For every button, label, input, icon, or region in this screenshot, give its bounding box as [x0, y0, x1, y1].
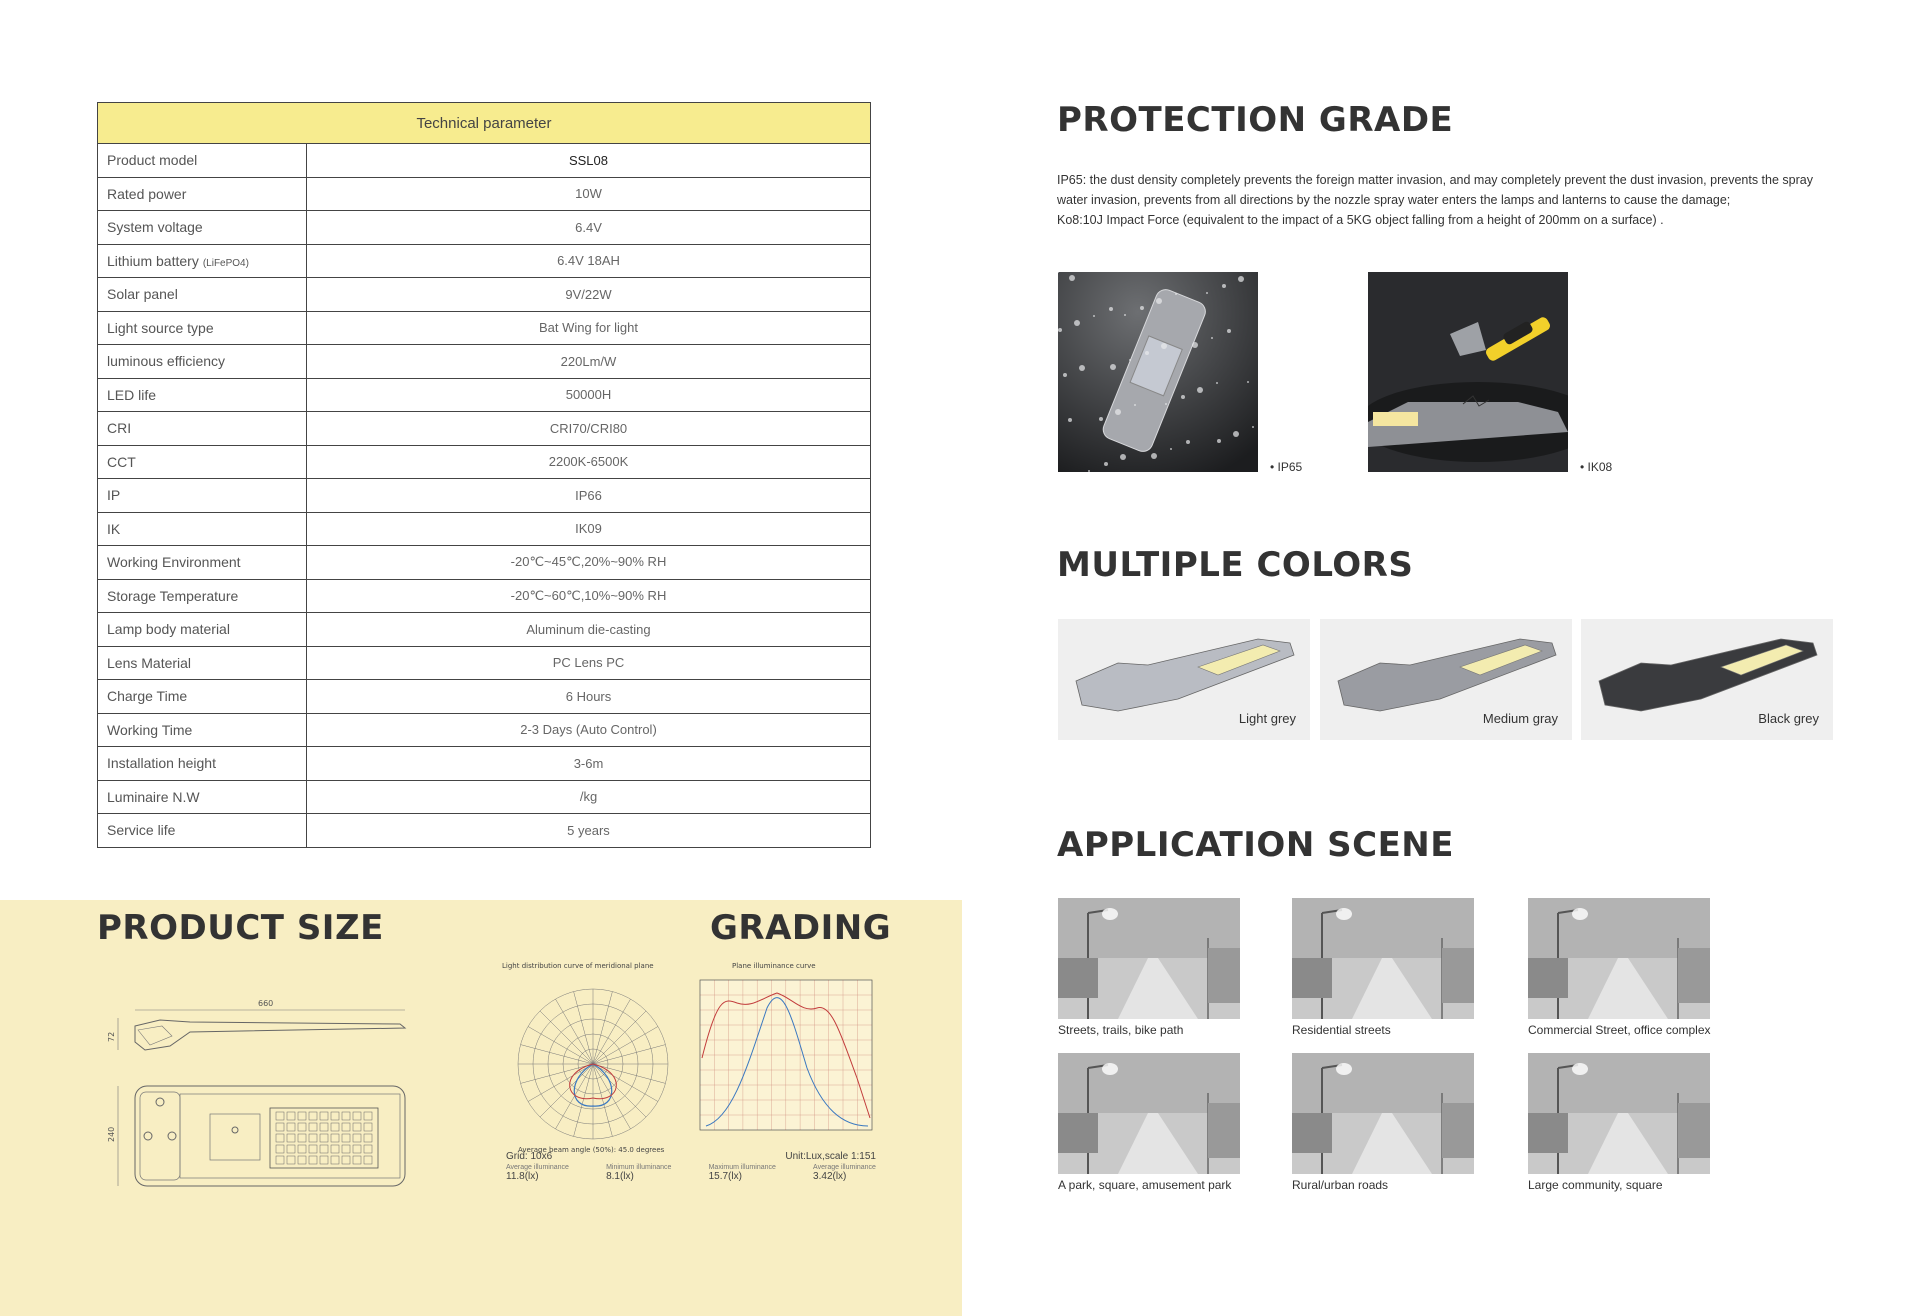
row-value: -20℃~60℃,10%~90% RH	[307, 579, 871, 613]
row-label-text: Working Environment	[107, 554, 241, 571]
row-label-text: Working Time	[107, 721, 193, 738]
beam-angle-note: Average beam angle (50%): 45.0 degrees	[518, 1146, 665, 1154]
scene-illustration	[1528, 898, 1710, 1019]
table-row	[98, 613, 871, 647]
grading-stat	[813, 1164, 876, 1182]
led-cell	[364, 1123, 372, 1131]
row-label	[98, 512, 307, 546]
led-cell	[309, 1123, 317, 1131]
polar-spoke	[540, 1011, 593, 1064]
row-label	[98, 814, 307, 848]
led-cell	[309, 1134, 317, 1142]
grading-stat-value: 8.1(lx)	[606, 1171, 634, 1182]
row-label	[98, 412, 307, 446]
table-row	[98, 479, 871, 513]
row-label-text: Solar panel	[107, 286, 178, 303]
row-label	[98, 747, 307, 781]
led-cell	[298, 1134, 306, 1142]
led-cell	[287, 1123, 295, 1131]
led-cell	[331, 1123, 339, 1131]
led-cell	[287, 1156, 295, 1164]
led-cell	[342, 1156, 350, 1164]
table-row	[98, 412, 871, 446]
table-row	[98, 311, 871, 345]
led-cell	[298, 1145, 306, 1153]
row-label	[98, 278, 307, 312]
scene-caption: Rural/urban roads	[1292, 1178, 1389, 1192]
water-drop	[1156, 298, 1162, 304]
color-option-label: Medium gray	[1482, 711, 1558, 726]
table-row	[98, 713, 871, 747]
water-drop	[1109, 307, 1113, 311]
light-distribution-polar-chart	[498, 958, 688, 1168]
polar-spoke	[528, 1027, 593, 1065]
led-cell	[309, 1156, 317, 1164]
water-drop	[1120, 454, 1126, 460]
grid-label: Grid: 10x6	[506, 1151, 553, 1162]
multiple-colors-heading: MULTIPLE COLORS	[1057, 545, 1414, 585]
row-value: 50000H	[307, 378, 871, 412]
water-drop	[1161, 343, 1167, 349]
water-drop	[1115, 409, 1121, 415]
height-dim-label: 72	[107, 1031, 116, 1042]
color-option-card	[1320, 619, 1572, 740]
led-cell	[276, 1145, 284, 1153]
ip65-photo	[1058, 272, 1258, 472]
water-drop	[1233, 431, 1239, 437]
row-value: /kg	[307, 780, 871, 814]
water-drop	[1151, 453, 1157, 459]
row-label-text: Service life	[107, 822, 176, 839]
grading-stat-value: 11.8(lx)	[506, 1171, 539, 1182]
led-cell	[331, 1134, 339, 1142]
led-cell	[276, 1112, 284, 1120]
row-value: Aluminum die-casting	[307, 613, 871, 647]
row-label	[98, 579, 307, 613]
led-cell	[342, 1112, 350, 1120]
row-label-text: CCT	[107, 453, 136, 470]
led-array	[276, 1112, 372, 1164]
water-drop	[1181, 395, 1185, 399]
row-label-text: Charge Time	[107, 688, 188, 705]
table-row	[98, 378, 871, 412]
led-cell	[353, 1145, 361, 1153]
row-value: 2200K-6500K	[307, 445, 871, 479]
polar-spoke	[593, 992, 612, 1064]
water-drop	[1206, 292, 1208, 294]
row-value: 3-6m	[307, 747, 871, 781]
table-row	[98, 780, 871, 814]
water-drop	[1170, 448, 1172, 450]
row-value: Bat Wing for light	[307, 311, 871, 345]
grading-stat-label: Maximum illuminance	[708, 1164, 776, 1171]
technical-parameter-table	[97, 102, 871, 848]
water-drop	[1186, 440, 1190, 444]
led-cell	[364, 1145, 372, 1153]
scene-caption: Streets, trails, bike path	[1058, 1023, 1184, 1037]
row-label	[98, 378, 307, 412]
row-label-note: (LiFePO4)	[202, 257, 249, 269]
water-drop	[1099, 417, 1103, 421]
water-drop	[1175, 293, 1177, 295]
water-drop	[1063, 373, 1067, 377]
water-drop	[1058, 328, 1062, 332]
led-cell	[298, 1156, 306, 1164]
row-label-text: Rated power	[107, 185, 187, 202]
led-cell	[331, 1156, 339, 1164]
grading-stat-label: Average illuminance	[813, 1164, 876, 1171]
water-drop	[1093, 315, 1095, 317]
scene-illustration	[1528, 1053, 1710, 1174]
water-drop	[1068, 418, 1072, 422]
row-label-text: Lens Material	[107, 654, 192, 671]
color-option-label: Light grey	[1238, 711, 1296, 726]
led-cell	[364, 1156, 372, 1164]
polar-spoke	[574, 992, 593, 1064]
length-dim-label: 660	[258, 999, 274, 1008]
table-row	[98, 177, 871, 211]
row-label-text: Lithium battery	[107, 252, 199, 269]
color-option-label: Black grey	[1758, 711, 1819, 726]
polar-spoke	[593, 1027, 658, 1065]
row-value: 5 years	[307, 814, 871, 848]
table-row	[98, 445, 871, 479]
water-drop	[1247, 381, 1249, 383]
polar-spoke	[593, 1045, 665, 1064]
scene-image	[1528, 1053, 1710, 1174]
water-drop	[1222, 284, 1226, 288]
table-row	[98, 579, 871, 613]
row-label-text: IK	[107, 520, 121, 537]
polar-spoke	[540, 1064, 593, 1117]
row-label-text: Product model	[107, 152, 198, 169]
protection-grade-heading: PROTECTION GRADE	[1057, 100, 1454, 140]
water-drop	[1227, 329, 1231, 333]
row-label	[98, 345, 307, 379]
led-cell	[276, 1123, 284, 1131]
row-value: SSL08	[307, 144, 871, 178]
table-row	[98, 211, 871, 245]
row-label	[98, 211, 307, 245]
water-drop	[1165, 403, 1167, 405]
unit-label: Unit:Lux,scale 1:151	[785, 1151, 876, 1162]
water-drop	[1140, 306, 1144, 310]
row-label	[98, 713, 307, 747]
row-label-text: Storage Temperature	[107, 587, 239, 604]
row-label	[98, 646, 307, 680]
led-cell	[353, 1134, 361, 1142]
water-drop	[1217, 439, 1221, 443]
polar-spoke	[593, 999, 631, 1064]
water-drop	[1074, 320, 1080, 326]
plane-illuminance-chart	[692, 958, 878, 1168]
table-row	[98, 278, 871, 312]
row-label	[98, 613, 307, 647]
grading-stat	[506, 1164, 569, 1182]
scene-image	[1058, 1053, 1240, 1174]
water-drop	[1197, 387, 1203, 393]
led-cell	[287, 1134, 295, 1142]
table-title: Technical parameter	[98, 103, 871, 144]
scene-caption: Large community, square	[1528, 1178, 1663, 1192]
table-body	[98, 144, 871, 848]
scene-illustration	[1292, 1053, 1474, 1174]
water-drop	[1145, 351, 1149, 355]
row-value: CRI70/CRI80	[307, 412, 871, 446]
table-row	[98, 244, 871, 278]
water-drop	[1211, 337, 1213, 339]
led-cell	[287, 1112, 295, 1120]
row-label	[98, 445, 307, 479]
grading-stats	[506, 1151, 876, 1182]
row-value: -20℃~45℃,20%~90% RH	[307, 546, 871, 580]
polar-chart-title: Light distribution curve of meridional plane	[502, 962, 654, 970]
polar-spoke	[521, 1064, 593, 1083]
water-drop	[1252, 426, 1254, 428]
water-drop	[1124, 314, 1126, 316]
table-row	[98, 345, 871, 379]
polar-spoke	[521, 1045, 593, 1064]
polar-spoke	[528, 1064, 593, 1102]
row-value: PC Lens PC	[307, 646, 871, 680]
led-cell	[276, 1156, 284, 1164]
side-view-outline	[135, 1020, 405, 1050]
scene-image	[1292, 898, 1474, 1019]
ik-description: Ko8:10J Impact Force (equivalent to the impact of a 5KG object falling from a height of 200mm on a surface) .	[1057, 213, 1664, 227]
polar-spoke	[593, 1011, 646, 1064]
product-size-drawing	[100, 990, 420, 1195]
width-dim-label: 240	[107, 1126, 116, 1142]
row-label	[98, 680, 307, 714]
led-cell	[342, 1123, 350, 1131]
row-label-text: Installation height	[107, 755, 216, 772]
led-cell	[342, 1145, 350, 1153]
led-cell	[353, 1156, 361, 1164]
led-cell	[353, 1112, 361, 1120]
row-value: 10W	[307, 177, 871, 211]
row-label-text: Luminaire N.W	[107, 788, 200, 805]
scene-caption: A park, square, amusement park	[1058, 1178, 1232, 1192]
water-drop	[1129, 359, 1131, 361]
scene-caption: Commercial Street, office complex	[1528, 1023, 1711, 1037]
ik08-caption: • IK08	[1580, 460, 1613, 474]
product-size-heading: PRODUCT SIZE	[97, 908, 384, 948]
water-drop	[1088, 470, 1090, 472]
row-value: IP66	[307, 479, 871, 513]
row-value: 6.4V	[307, 211, 871, 245]
row-label	[98, 177, 307, 211]
led-cell	[320, 1134, 328, 1142]
led-cell	[364, 1112, 372, 1120]
water-drop	[1134, 404, 1136, 406]
row-label	[98, 311, 307, 345]
polar-spoke	[593, 1064, 646, 1117]
table-row	[98, 546, 871, 580]
scene-caption: Residential streets	[1292, 1023, 1391, 1037]
row-value: 6.4V 18AH	[307, 244, 871, 278]
row-value: 220Lm/W	[307, 345, 871, 379]
led-cell	[320, 1123, 328, 1131]
row-value: IK09	[307, 512, 871, 546]
row-label-text: Light source type	[107, 319, 214, 336]
row-label	[98, 144, 307, 178]
row-label-text: Lamp body material	[107, 621, 230, 638]
led-cell	[331, 1145, 339, 1153]
scene-image	[1058, 898, 1240, 1019]
row-label	[98, 479, 307, 513]
polar-spoke	[593, 1064, 665, 1083]
row-label	[98, 780, 307, 814]
scene-image	[1528, 898, 1710, 1019]
led-cell	[320, 1145, 328, 1153]
led-cell	[287, 1145, 295, 1153]
table-row	[98, 512, 871, 546]
led-cell	[276, 1134, 284, 1142]
table-row	[98, 144, 871, 178]
water-drop	[1079, 365, 1085, 371]
scene-illustration	[1058, 898, 1240, 1019]
table-row	[98, 646, 871, 680]
row-label-text: CRI	[107, 420, 132, 437]
water-drop	[1216, 382, 1218, 384]
protection-description	[1057, 170, 1837, 230]
table-row	[98, 747, 871, 781]
grading-stat-value: 15.7(lx)	[708, 1171, 742, 1182]
grading-stat	[606, 1164, 671, 1182]
row-label	[98, 546, 307, 580]
table-row	[98, 680, 871, 714]
polar-spoke	[556, 999, 594, 1064]
scene-illustration	[1058, 1053, 1240, 1174]
table-row	[98, 814, 871, 848]
row-label-text: LED life	[107, 386, 157, 403]
grading-stat-label: Average illuminance	[506, 1164, 569, 1171]
led-cell	[342, 1134, 350, 1142]
ik08-photo	[1368, 272, 1568, 472]
led-cell	[364, 1134, 372, 1142]
color-option-card	[1581, 619, 1833, 740]
led-cell	[298, 1112, 306, 1120]
plane-chart-title: Plane illuminance curve	[732, 962, 816, 970]
ip-description: IP65: the dust density completely prevents the foreign matter invasion, and may completely prevent the dust invasion, prevents the spray water invasion, prevents from all directions by the nozzle spray water enters the lamps and lanterns to cause the damage;	[1057, 173, 1813, 207]
row-label-text: IP	[107, 487, 121, 504]
row-value: 6 Hours	[307, 680, 871, 714]
grading-stat-value: 3.42(lx)	[813, 1171, 847, 1182]
led-cell	[298, 1123, 306, 1131]
row-value: 9V/22W	[307, 278, 871, 312]
led-cell	[353, 1123, 361, 1131]
row-value: 2-3 Days (Auto Control)	[307, 713, 871, 747]
grading-heading: GRADING	[710, 908, 892, 948]
led-cell	[309, 1112, 317, 1120]
polar-spoke	[593, 1064, 658, 1102]
row-label-text: System voltage	[107, 219, 203, 236]
grading-stat-label: Minimum illuminance	[606, 1164, 672, 1171]
led-cell	[320, 1156, 328, 1164]
water-drop	[1110, 364, 1116, 370]
row-label-text: luminous efficiency	[107, 353, 226, 370]
water-drop	[1238, 276, 1244, 282]
row-label	[98, 244, 307, 278]
application-scene-heading: APPLICATION SCENE	[1057, 825, 1454, 865]
grading-stat	[709, 1164, 776, 1182]
led-cell	[320, 1112, 328, 1120]
led-cell	[309, 1145, 317, 1153]
scene-image	[1292, 1053, 1474, 1174]
water-drop	[1069, 275, 1075, 281]
led-cell	[331, 1112, 339, 1120]
water-drop	[1104, 462, 1108, 466]
ip65-caption: • IP65	[1270, 460, 1303, 474]
scene-illustration	[1292, 898, 1474, 1019]
water-drop	[1192, 342, 1198, 348]
color-option-card	[1058, 619, 1310, 740]
